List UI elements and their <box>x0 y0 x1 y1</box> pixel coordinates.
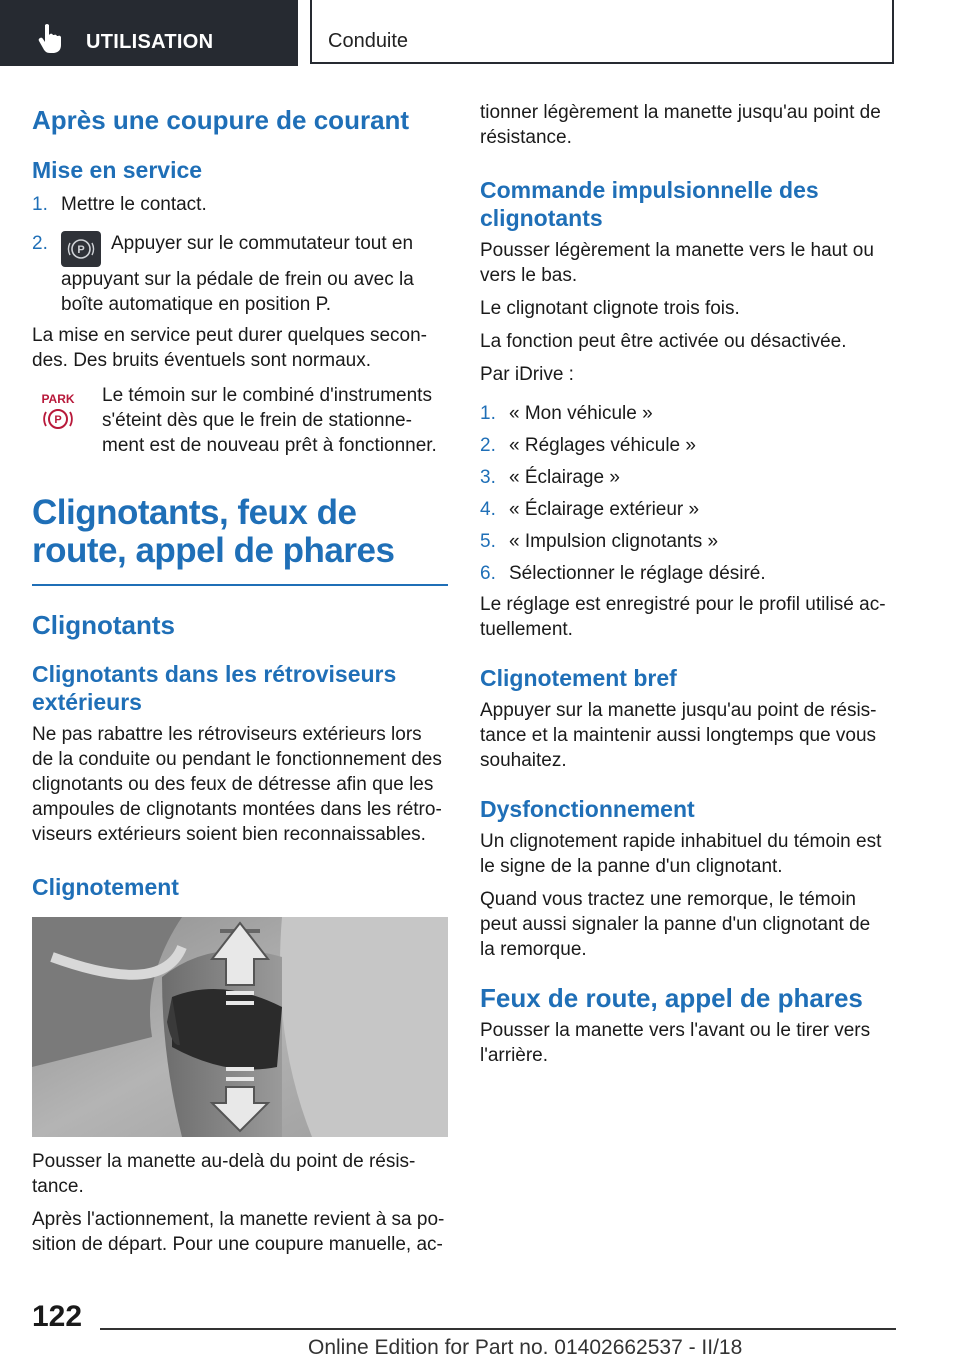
list-text: Sélectionner le réglage désiré. <box>509 563 766 584</box>
section-label: UTILISATION <box>86 31 214 53</box>
heading-mise-en-service: Mise en service <box>32 157 203 183</box>
chapter-label: Conduite <box>328 30 409 52</box>
heading-commande-impulsionnelle: Commande impulsionnelle des clignotants <box>480 177 819 231</box>
list-item <box>480 465 890 490</box>
bref-paragraph: Appuyer sur la manette jusqu'au point de résis-tance et la maintenir aussi longtemps que vous souhaitez. <box>480 700 877 771</box>
heading-clignotants-feux: Clignotants, feux de route, appel de phares <box>32 493 395 570</box>
park-warning-icon <box>32 383 90 458</box>
parking-brake-button-icon <box>61 231 101 267</box>
clignotement-paragraph-2: Après l'actionnement, la manette revient à sa po-sition de départ. Pour une coupure manuelle, ac- <box>32 1209 445 1255</box>
list-text: « Mon véhicule » <box>509 403 653 424</box>
list-item <box>480 433 890 458</box>
list-text: « Éclairage » <box>509 467 620 488</box>
svg-text:P: P <box>77 244 85 256</box>
list-number: 3. <box>480 467 496 488</box>
list-text: Mettre le contact. <box>61 194 207 215</box>
impuls-paragraph-5: Le réglage est enregistré pour le profil utilisé ac-tuellement. <box>480 594 886 640</box>
list-number: 1. <box>480 403 496 424</box>
chapter-tab <box>310 0 894 64</box>
impuls-paragraph-2: Le clignotant clignote trois fois. <box>480 298 740 319</box>
list-text: « Réglages véhicule » <box>509 435 696 456</box>
heading-clignotants: Clignotants <box>32 610 175 640</box>
right-column <box>480 100 890 1068</box>
edition-note: Online Edition for Part no. 01402662537 - II/18 <box>308 1336 743 1359</box>
list-item <box>32 231 448 317</box>
dysf-paragraph-2: Quand vous tractez une remorque, le témoin peut aussi signaler la panne d'un clignotant de la remorque. <box>480 889 871 960</box>
footer-rule <box>100 1328 896 1330</box>
list-number: 2. <box>32 233 48 254</box>
list-text: « Éclairage extérieur » <box>509 499 700 520</box>
list-text: Appuyer sur le commutateur tout en appuyant sur la pédale de frein ou avec la boîte automatique en position P. <box>61 233 414 315</box>
clignotement-paragraph-1: Pousser la manette au-delà du point de résis-tance. <box>32 1151 416 1197</box>
park-note-text: Le témoin sur le combiné d'instruments s'éteint dès que le frein de stationne-ment est de nouveau prêt à fonctionner. <box>102 385 437 456</box>
list-item <box>480 561 890 586</box>
mise-en-service-paragraph: La mise en service peut durer quelques secon-des. Des bruits éventuels sont normaux. <box>32 325 428 371</box>
dysf-paragraph-1: Un clignotement rapide inhabituel du témoin est le signe de la panne d'un clignotant. <box>480 831 882 877</box>
heading-retroviseurs: Clignotants dans les rétroviseurs extérieurs <box>32 661 397 715</box>
list-number: 1. <box>32 194 48 215</box>
list-number: 2. <box>480 435 496 456</box>
heading-clignotement: Clignotement <box>32 874 179 900</box>
feux-paragraph: Pousser la manette vers l'avant ou le tirer vers l'arrière. <box>480 1020 871 1066</box>
impuls-paragraph-3: La fonction peut être activée ou désactivée. <box>480 331 847 352</box>
idrive-steps <box>480 401 890 586</box>
svg-text:P: P <box>54 414 62 426</box>
list-item <box>32 192 448 217</box>
left-column <box>32 96 448 1257</box>
list-number: 4. <box>480 499 496 520</box>
list-item <box>480 401 890 426</box>
continuation-paragraph: tionner légèrement la manette jusqu'au point de résistance. <box>480 102 881 148</box>
list-text: « Impulsion clignotants » <box>509 531 719 552</box>
list-number: 5. <box>480 531 496 552</box>
heading-dysfonctionnement: Dysfonctionnement <box>480 796 695 822</box>
mise-en-service-steps <box>32 192 448 317</box>
list-item <box>480 529 890 554</box>
heading-apres-coupure: Après une coupure de courant <box>32 105 410 135</box>
impuls-paragraph-4: Par iDrive : <box>480 364 574 385</box>
park-label: PARK <box>41 392 75 406</box>
retroviseurs-paragraph: Ne pas rabattre les rétroviseurs extérieurs lors de la conduite ou pendant le fonctionnement des clignotants ou des feux de détresse afin que les ampoules de clignotants montées dans les rétro-viseurs extérieurs soient bien reconnaissables. <box>32 724 442 845</box>
heading-clignotement-bref: Clignotement bref <box>480 665 677 691</box>
page-number: 122 <box>32 1300 83 1333</box>
list-number: 6. <box>480 563 496 584</box>
heading-rule <box>32 584 448 586</box>
park-indicator-note <box>32 383 448 458</box>
turn-signal-lever-photo <box>32 917 448 1137</box>
hand-pointer-icon <box>36 23 64 53</box>
section-tab <box>0 0 298 66</box>
heading-feux-de-route: Feux de route, appel de phares <box>480 983 863 1013</box>
impuls-paragraph-1: Pousser légèrement la manette vers le haut ou vers le bas. <box>480 240 874 286</box>
list-item <box>480 497 890 522</box>
